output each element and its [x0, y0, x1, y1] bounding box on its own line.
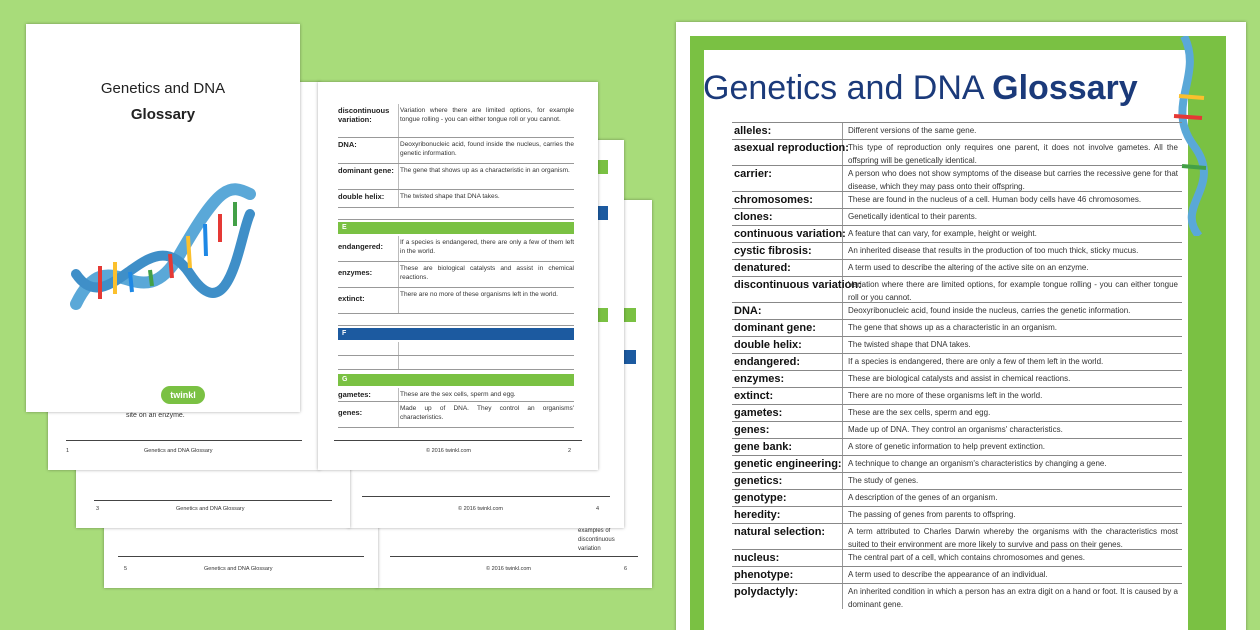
- glossary-term: denatured:: [734, 262, 791, 274]
- glossary-definition: Different versions of the same gene.: [848, 126, 977, 135]
- poster-title-normal: Genetics and DNA: [703, 69, 983, 107]
- poster-title-bold: Glossary: [992, 69, 1138, 107]
- glossary-row: [732, 455, 1182, 472]
- glossary-term: enzymes:: [734, 373, 785, 385]
- page-6-number: 6: [624, 566, 628, 572]
- section-band-f: F: [338, 328, 574, 340]
- glossary-definition: A term used to describe the appearance of an individual.: [848, 570, 1048, 579]
- glossary-definition: A store of genetic information to help prevent extinction.: [848, 442, 1046, 451]
- row-divider: [842, 166, 843, 191]
- annotation-line-3: variation: [578, 546, 601, 552]
- glossary-term: asexual reproduction:: [734, 142, 849, 154]
- glossary-term: continuous variation:: [734, 228, 846, 240]
- glossary-definition: An inherited condition in which a person has an extra digit on a hand or foot. It is caused by a dominant gene.: [848, 587, 1178, 609]
- glossary-row: [732, 523, 1182, 549]
- glossary-row: [732, 549, 1182, 566]
- glossary-term: nucleus:: [734, 552, 780, 564]
- glossary-definition: If a species is endangered, there are only a few of them left in the world.: [848, 357, 1104, 366]
- glossary-term: endangered:: [734, 356, 801, 368]
- glossary-row: [732, 319, 1182, 336]
- glossary-term: gametes:: [734, 407, 783, 419]
- back-page-text: site on an enzyme.: [126, 412, 185, 419]
- annotation-line-2: discontinuous: [578, 537, 615, 543]
- page-2-number: 2: [568, 448, 572, 454]
- cover-subtitle: Glossary: [130, 106, 196, 123]
- spread-row: [338, 288, 574, 314]
- row-divider: [842, 371, 843, 387]
- spread-term: enzymes:: [338, 268, 373, 277]
- annotation-line-1: examples of: [578, 528, 611, 534]
- glossary-row: [732, 353, 1182, 370]
- glossary-row: [732, 242, 1182, 259]
- glossary-definition: The twisted shape that DNA takes.: [848, 340, 971, 349]
- spread-def: If a species is endangered, there are only a few of them left in the world.: [400, 239, 574, 255]
- glossary-term: clones:: [734, 211, 773, 223]
- spread-def: These are biological catalysts and assist in chemical reactions.: [400, 265, 574, 281]
- spread-row: [338, 104, 574, 138]
- glossary-definition: The passing of genes from parents to offspring.: [848, 510, 1016, 519]
- glossary-definition: Variation where there are limited options, for example tongue rolling - you can either tongue roll or you cannot.: [848, 280, 1178, 302]
- glossary-definition: A term used to describe the altering of the active site on an enzyme.: [848, 263, 1089, 272]
- section-band-g: G: [338, 374, 574, 386]
- glossary-row: [732, 139, 1182, 165]
- glossary-term: genotype:: [734, 492, 787, 504]
- glossary-term: double helix:: [734, 339, 802, 351]
- row-divider: [842, 337, 843, 353]
- row-divider: [842, 320, 843, 336]
- spread-row: [338, 402, 574, 428]
- glossary-row: [732, 336, 1182, 353]
- glossary-definition: Made up of DNA. They control an organisms' characteristics.: [848, 425, 1063, 434]
- spread-def: The twisted shape that DNA takes.: [400, 193, 500, 200]
- glossary-row: [732, 225, 1182, 242]
- glossary-definition: A person who does not show symptoms of the disease but carries the recessive gene for that disease, which they may pass onto their offspring.: [848, 169, 1178, 191]
- glossary-row: [732, 566, 1182, 583]
- glossary-definition: The central part of a cell, which contains chromosomes and genes.: [848, 553, 1086, 562]
- glossary-term: gene bank:: [734, 441, 793, 453]
- glossary-definition: Genetically identical to their parents.: [848, 212, 977, 221]
- page-4-copyright: © 2016 twinkl.com: [458, 506, 504, 512]
- glossary-row: [732, 302, 1182, 319]
- glossary-definition: There are no more of these organisms left in the world.: [848, 391, 1043, 400]
- spread-row: [338, 236, 574, 262]
- spread-row: [338, 388, 574, 402]
- glossary-definition: A description of the genes of an organism.: [848, 493, 998, 502]
- glossary-term: polydactyly:: [734, 586, 799, 598]
- row-divider: [842, 567, 843, 583]
- spread-def: Deoxyribonucleic acid, found inside the nucleus, carries the genetic information.: [400, 141, 574, 157]
- page-5-title: Genetics and DNA Glossary: [204, 566, 273, 572]
- page-3-title: Genetics and DNA Glossary: [176, 506, 245, 512]
- row-divider: [842, 507, 843, 523]
- spread-term: DNA:: [338, 140, 357, 149]
- row-divider: [842, 405, 843, 421]
- glossary-row: [732, 208, 1182, 225]
- glossary-definition: Deoxyribonucleic acid, found inside the nucleus, carries the genetic information.: [848, 306, 1131, 315]
- spread-row: [338, 262, 574, 288]
- glossary-term: DNA:: [734, 305, 762, 317]
- glossary-term: discontinuous variation:: [734, 279, 862, 291]
- glossary-row: [732, 506, 1182, 523]
- spread-row-empty: [338, 208, 574, 220]
- spread-term: gametes:: [338, 390, 371, 399]
- row-divider: [842, 303, 843, 319]
- row-divider: [842, 550, 843, 566]
- glossary-definition: These are found in the nucleus of a cell. Human body cells have 46 chromosomes.: [848, 195, 1142, 204]
- glossary-definition: The study of genes.: [848, 476, 919, 485]
- spread-row: [338, 190, 574, 208]
- glossary-term: carrier:: [734, 168, 772, 180]
- glossary-term: alleles:: [734, 125, 772, 137]
- page-1-number: 1: [66, 448, 70, 454]
- glossary-row: [732, 191, 1182, 208]
- glossary-term: chromosomes:: [734, 194, 813, 206]
- glossary-row: [732, 387, 1182, 404]
- glossary-row: [732, 472, 1182, 489]
- spread-row: [338, 138, 574, 164]
- glossary-row: [732, 583, 1182, 609]
- page-6-copyright: © 2016 twinkl.com: [486, 566, 532, 572]
- row-divider: [842, 456, 843, 472]
- glossary-definition: This type of reproduction only requires one parent, it does not involve gametes. All the offspring will be genetically identical.: [848, 143, 1178, 165]
- glossary-definition: A feature that can vary, for example, height or weight.: [848, 229, 1037, 238]
- dna-helix-icon: [70, 174, 260, 324]
- glossary-row: [732, 370, 1182, 387]
- glossary-term: cystic fibrosis:: [734, 245, 812, 257]
- twinkl-logo: twinkl: [161, 386, 205, 404]
- glossary-row: [732, 259, 1182, 276]
- glossary-row: [732, 276, 1182, 302]
- section-band-e: E: [338, 222, 574, 234]
- spread-def: Made up of DNA. They control an organisms' characteristics.: [400, 405, 574, 421]
- spread-def: Variation where there are limited options, for example tongue rolling - you can either tongue roll or you cannot.: [400, 107, 574, 123]
- glossary-term: natural selection:: [734, 526, 826, 538]
- glossary-definition: A technique to change an organism's characteristics by changing a gene.: [848, 459, 1107, 468]
- spread-row-empty: [338, 342, 574, 356]
- glossary-definition: A term attributed to Charles Darwin whereby the organisms with the characteristics most suited to their environment are more likely to survive and pass on their genes.: [848, 527, 1178, 549]
- page-1-title: Genetics and DNA Glossary: [144, 448, 213, 454]
- booklet-cover: [26, 24, 300, 412]
- glossary-row: [732, 489, 1182, 506]
- row-divider: [842, 354, 843, 370]
- glossary-page-2: [318, 82, 598, 470]
- row-divider: [842, 422, 843, 438]
- spread-term: dominant gene:: [338, 166, 394, 175]
- row-divider: [842, 260, 843, 276]
- row-divider: [842, 584, 843, 609]
- glossary-term: dominant gene:: [734, 322, 816, 334]
- spread-term: genes:: [338, 408, 363, 417]
- row-divider: [842, 192, 843, 208]
- poster-title: [703, 69, 1138, 108]
- glossary-definition: These are the sex cells, sperm and egg.: [848, 408, 991, 417]
- spread-term: double helix:: [338, 192, 385, 201]
- glossary-term: genetics:: [734, 475, 783, 487]
- spread-row-empty: [338, 314, 574, 326]
- glossary-term: genes:: [734, 424, 770, 436]
- glossary-row: [732, 421, 1182, 438]
- glossary-row: [732, 122, 1182, 139]
- row-divider: [842, 123, 843, 139]
- row-divider: [842, 209, 843, 225]
- spread-def: These are the sex cells, sperm and egg.: [400, 391, 516, 398]
- cover-title: Genetics and DNA: [100, 80, 226, 97]
- page-4-number: 4: [596, 506, 600, 512]
- row-divider: [842, 473, 843, 489]
- row-divider: [842, 490, 843, 506]
- page-5-number: 5: [124, 566, 128, 572]
- spread-row-empty: [338, 356, 574, 370]
- glossary-definition: The gene that shows up as a characteristic in an organism.: [848, 323, 1057, 332]
- spread-term: endangered:: [338, 242, 384, 251]
- row-divider: [842, 439, 843, 455]
- page-2-copyright: © 2016 twinkl.com: [426, 448, 472, 454]
- page-3-number: 3: [96, 506, 100, 512]
- glossary-definition: These are biological catalysts and assist in chemical reactions.: [848, 374, 1071, 383]
- glossary-term: heredity:: [734, 509, 781, 521]
- row-divider: [842, 243, 843, 259]
- glossary-row: [732, 404, 1182, 421]
- glossary-poster: [676, 22, 1246, 630]
- spread-def: There are no more of these organisms left in the world.: [400, 291, 558, 298]
- glossary-row: [732, 438, 1182, 455]
- row-divider: [842, 524, 843, 549]
- spread-row: [338, 164, 574, 190]
- row-divider: [842, 388, 843, 404]
- glossary-term: phenotype:: [734, 569, 794, 581]
- glossary-row: [732, 165, 1182, 191]
- spread-term: discontinuous variation:: [338, 106, 390, 124]
- glossary-term: extinct:: [734, 390, 774, 402]
- spread-term: extinct:: [338, 294, 365, 303]
- glossary-definition: An inherited disease that results in the production of too much thick, sticky mucus.: [848, 246, 1139, 255]
- glossary-term: genetic engineering:: [734, 458, 842, 470]
- spread-def: The gene that shows up as a characteristic in an organism.: [400, 167, 570, 174]
